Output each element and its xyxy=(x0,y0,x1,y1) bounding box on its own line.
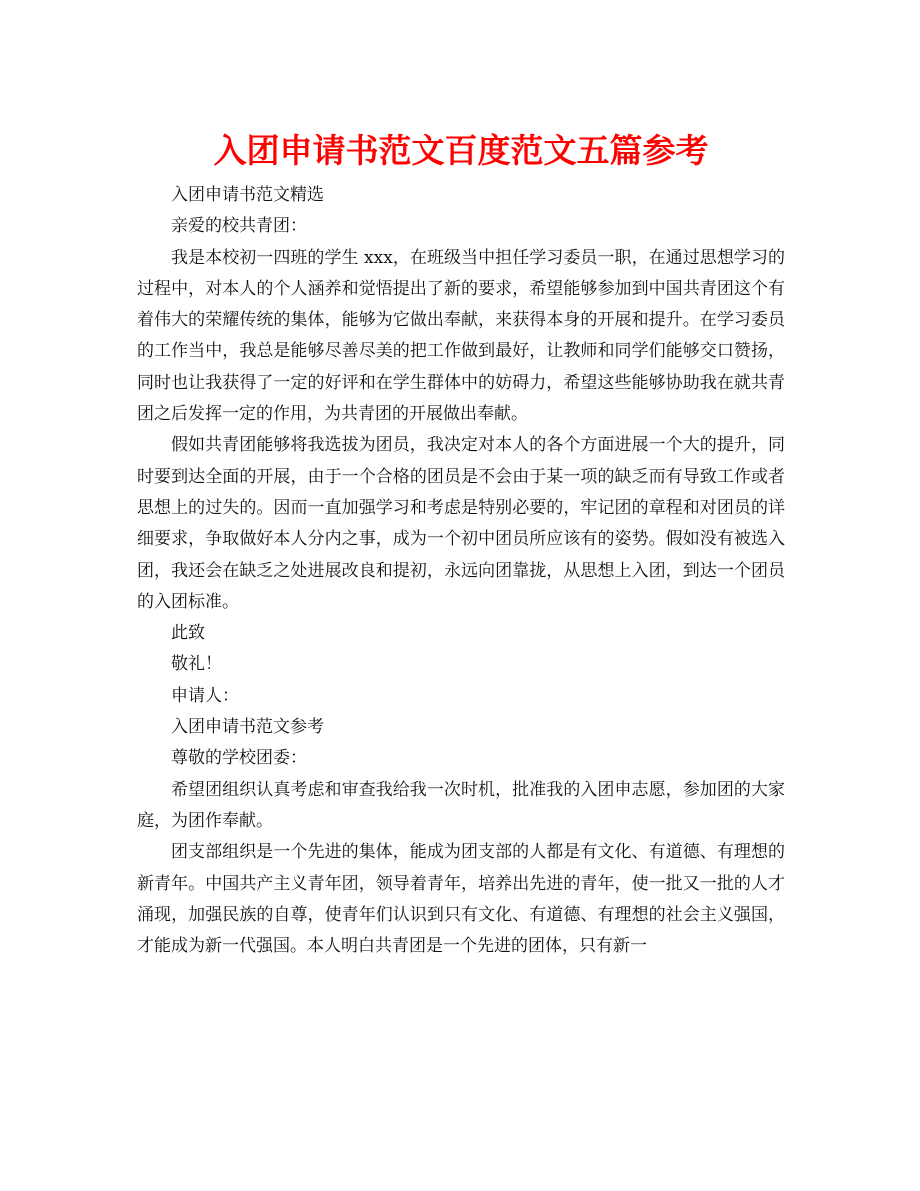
paragraph: 入团申请书范文精选 xyxy=(171,185,324,205)
paragraph: 亲爱的校共青团： xyxy=(171,216,307,237)
paragraph: 敬礼！ xyxy=(171,654,222,675)
document-page xyxy=(137,126,785,962)
paragraph: 假如共青团能够将我选拔为团员，我决定对本人的各个方面进展一个大的提升，同时要到达全面的开展，由于一个合格的团员是不会由于某一项的缺乏而有导致工作或者思想上的过失的。因而一直加强学习和考虑是特别必要的，牢记团的章程和对团员的详细要求，争取做好本人分内之事，成为一个初中团员所应该有的姿势。假如没有被选入团，我还会在缺乏之处进展改良和提初，永远向团靠拢，从思想上入团，到达一个团员的入团标准。 xyxy=(137,435,785,612)
paragraph: 希望团组织认真考虑和审查我给我一次时机，批准我的入团申志愿，参加团的大家庭，为团作奉献。 xyxy=(137,779,785,831)
document-body xyxy=(137,180,785,962)
paragraph: 此致 xyxy=(171,623,205,644)
paragraph: 入团申请书范文参考 xyxy=(171,717,324,738)
paragraph: 申请人： xyxy=(171,685,239,706)
paragraph: 我是本校初一四班的学生 xxx，在班级当中担任学习委员一职，在通过思想学习的过程中，对本人的个人涵养和觉悟提出了新的要求，希望能够参加到中国共青团这个有着伟大的荣耀传统的集体，能够为它做出奉献，来获得本身的开展和提升。在学习委员的工作当中，我总是能够尽善尽美的把工作做到最好，让教师和同学们能够交口赞扬，同时也让我获得了一定的好评和在学生群体中的妨碍力，希望这些能够协助我在就共青团之后发挥一定的作用，为共青团的开展做出奉献。 xyxy=(137,247,785,425)
document-title: 入团申请书范文百度范文五篇参考 xyxy=(213,131,709,170)
paragraph: 团支部组织是一个先进的集体，能成为团支部的人都是有文化、有道德、有理想的新青年。中国共产主义青年团，领导着青年，培养出先进的青年，使一批又一批的人才涌现，加强民族的自尊，使青年们认识到只有文化、有道德、有理想的社会主义强国，才能成为新一代强国。本人明白共青团是一个先进的团体，只有新一 xyxy=(137,842,785,957)
paragraph: 尊敬的学校团委： xyxy=(171,748,307,769)
